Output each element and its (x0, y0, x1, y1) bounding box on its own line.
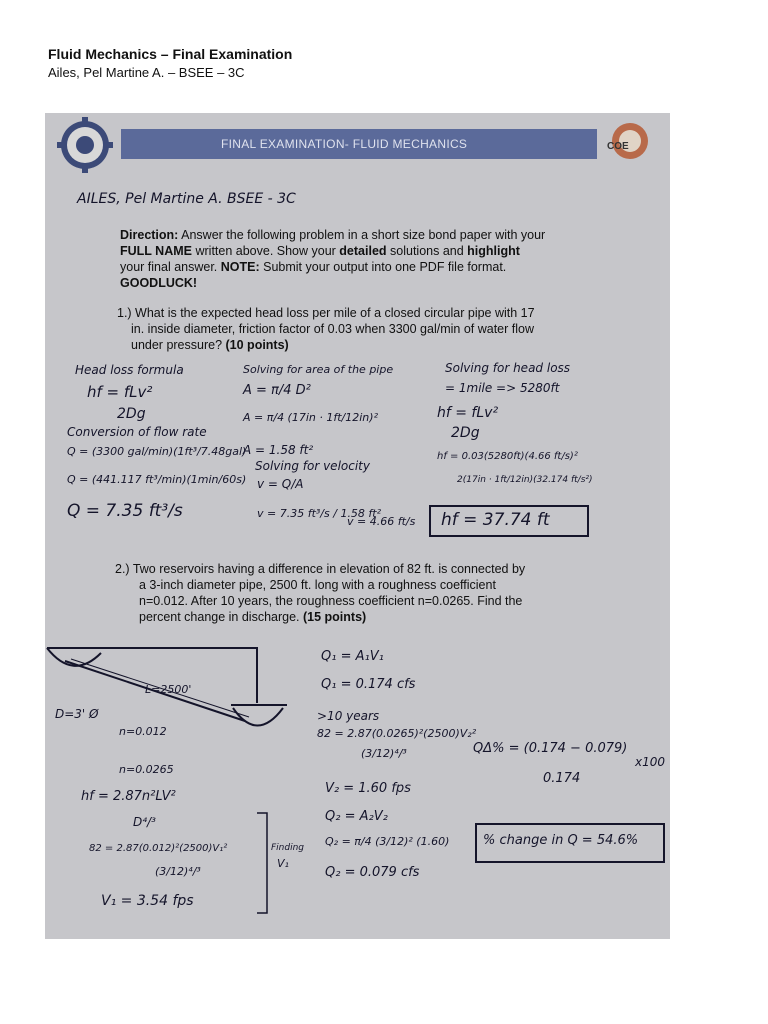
sol2-text: V₁ = 3.54 fps (101, 893, 194, 909)
sol1-text: hf = fLv² (437, 405, 499, 421)
q2-line: a 3-inch diameter pipe, 2500 ft. long with a roughness coefficient (139, 578, 496, 592)
direction-text-2: written above. Show your (192, 244, 340, 258)
sol1-text: hf = fLv² (87, 383, 153, 401)
q2-line: 2.) Two reservoirs having a difference in elevation of 82 ft. is connected by (115, 562, 526, 576)
sol2-text: V₁ (277, 857, 289, 870)
goodluck-text: GOODLUCK! (120, 276, 198, 290)
q2-line: n=0.012. After 10 years, the roughness coefficient n=0.0265. Find the (139, 594, 523, 608)
direction-label: Direction: (120, 228, 179, 242)
sol2-text: Finding (271, 843, 305, 853)
diagram-label: n=0.012 (119, 725, 167, 738)
q1-line: in. inside diameter, friction factor of 0.03 when 3300 gal/min of water flow (131, 322, 534, 336)
sol2-text: (3/12)⁴/³ (361, 747, 407, 760)
sol1-text: Solving for head loss (445, 361, 571, 375)
answer-box-2 (475, 823, 665, 863)
sol1-text: 2(17in · 1ft/12in)(32.174 ft/s²) (457, 475, 593, 485)
sol2-text: Q₂ = A₂V₂ (325, 809, 388, 824)
sol2-answer: % change in Q = 54.6% (483, 833, 639, 848)
full-name-label: FULL NAME (120, 244, 192, 258)
sol1-text: Solving for area of the pipe (243, 363, 394, 376)
sol2-text: 82 = 2.87(0.0265)²(2500)V₂² (317, 727, 477, 740)
diagram-label: D=3' Ø (55, 707, 99, 721)
sol1-text: Conversion of flow rate (67, 425, 207, 439)
sol2-text: >10 years (317, 709, 380, 723)
sol1-text: hf = 0.03(5280ft)(4.66 ft/s)² (437, 451, 578, 462)
direction-text-3: solutions and (386, 244, 468, 258)
q1-line: under pressure? (131, 338, 226, 352)
document-subtitle: Ailes, Pel Martine A. – BSEE – 3C (48, 65, 245, 80)
sol1-text: A = π/4 D² (243, 383, 311, 398)
sol2-text: 0.174 (543, 771, 581, 786)
q1-line: 1.) What is the expected head loss per mile of a closed circular pipe with 17 (117, 306, 535, 320)
sol1-text: Q = 7.35 ft³/s (67, 501, 183, 521)
sol1-text: 2Dg (451, 425, 480, 441)
sol1-text: A = 1.58 ft² (243, 443, 314, 457)
sol2-text: (3/12)⁴/³ (155, 865, 201, 878)
sol2-text: x100 (635, 755, 666, 769)
logo-text: COE (607, 141, 629, 152)
sol1-text: v = 7.35 ft³/s / 1.58 ft² (257, 507, 382, 520)
sol2-text: D⁴/³ (133, 815, 156, 829)
sol1-text: v = 4.66 ft/s (347, 515, 416, 528)
q2-points: (15 points) (303, 610, 367, 624)
sol2-text: Q₁ = 0.174 cfs (321, 677, 416, 692)
sol1-text: Head loss formula (75, 363, 184, 377)
direction-text-4: your final answer. (120, 260, 221, 274)
sol1-text: Q = (3300 gal/min)(1ft³/7.48gal) (67, 445, 247, 458)
sol1-text: v = Q/A (257, 477, 304, 491)
sol2-text: hf = 2.87n²LV² (81, 789, 176, 804)
sol1-text: Q = (441.117 ft³/min)(1min/60s) (67, 473, 247, 486)
sol2-text: 82 = 2.87(0.012)²(2500)V₁² (89, 843, 228, 854)
scanned-exam-page (45, 113, 670, 939)
sol1-text: Solving for velocity (255, 459, 370, 473)
sol2-text: V₂ = 1.60 fps (325, 781, 411, 796)
direction-text: Answer the following problem in a short size bond paper with your (178, 228, 546, 242)
sol1-text: A = π/4 (17in · 1ft/12in)² (243, 411, 378, 424)
sol2-text: QΔ% = (0.174 − 0.079) (473, 741, 628, 756)
sol2-text: Q₂ = π/4 (3/12)² (1.60) (325, 835, 450, 848)
handwritten-name: AILES, Pel Martine A. BSEE - 3C (77, 191, 296, 207)
sol1-answer: hf = 37.74 ft (441, 510, 550, 530)
banner-text: FINAL EXAMINATION- FLUID MECHANICS (221, 137, 468, 151)
note-text: Submit your output into one PDF file format. (259, 260, 507, 274)
highlight-label: highlight (467, 244, 520, 258)
note-label: NOTE: (220, 260, 260, 274)
diagram-label: L=2500' (145, 683, 192, 696)
detailed-label: detailed (339, 244, 387, 258)
sol2-text: Q₂ = 0.079 cfs (325, 865, 420, 880)
q1-points: (10 points) (225, 338, 289, 352)
sol1-text: = 1mile => 5280ft (445, 381, 560, 395)
diagram-label: n=0.0265 (119, 763, 174, 776)
sol2-text: Q₁ = A₁V₁ (321, 649, 384, 664)
q2-line: percent change in discharge. (139, 610, 303, 624)
document-title: Fluid Mechanics – Final Examination (48, 46, 293, 62)
sol1-text: 2Dg (117, 406, 146, 422)
